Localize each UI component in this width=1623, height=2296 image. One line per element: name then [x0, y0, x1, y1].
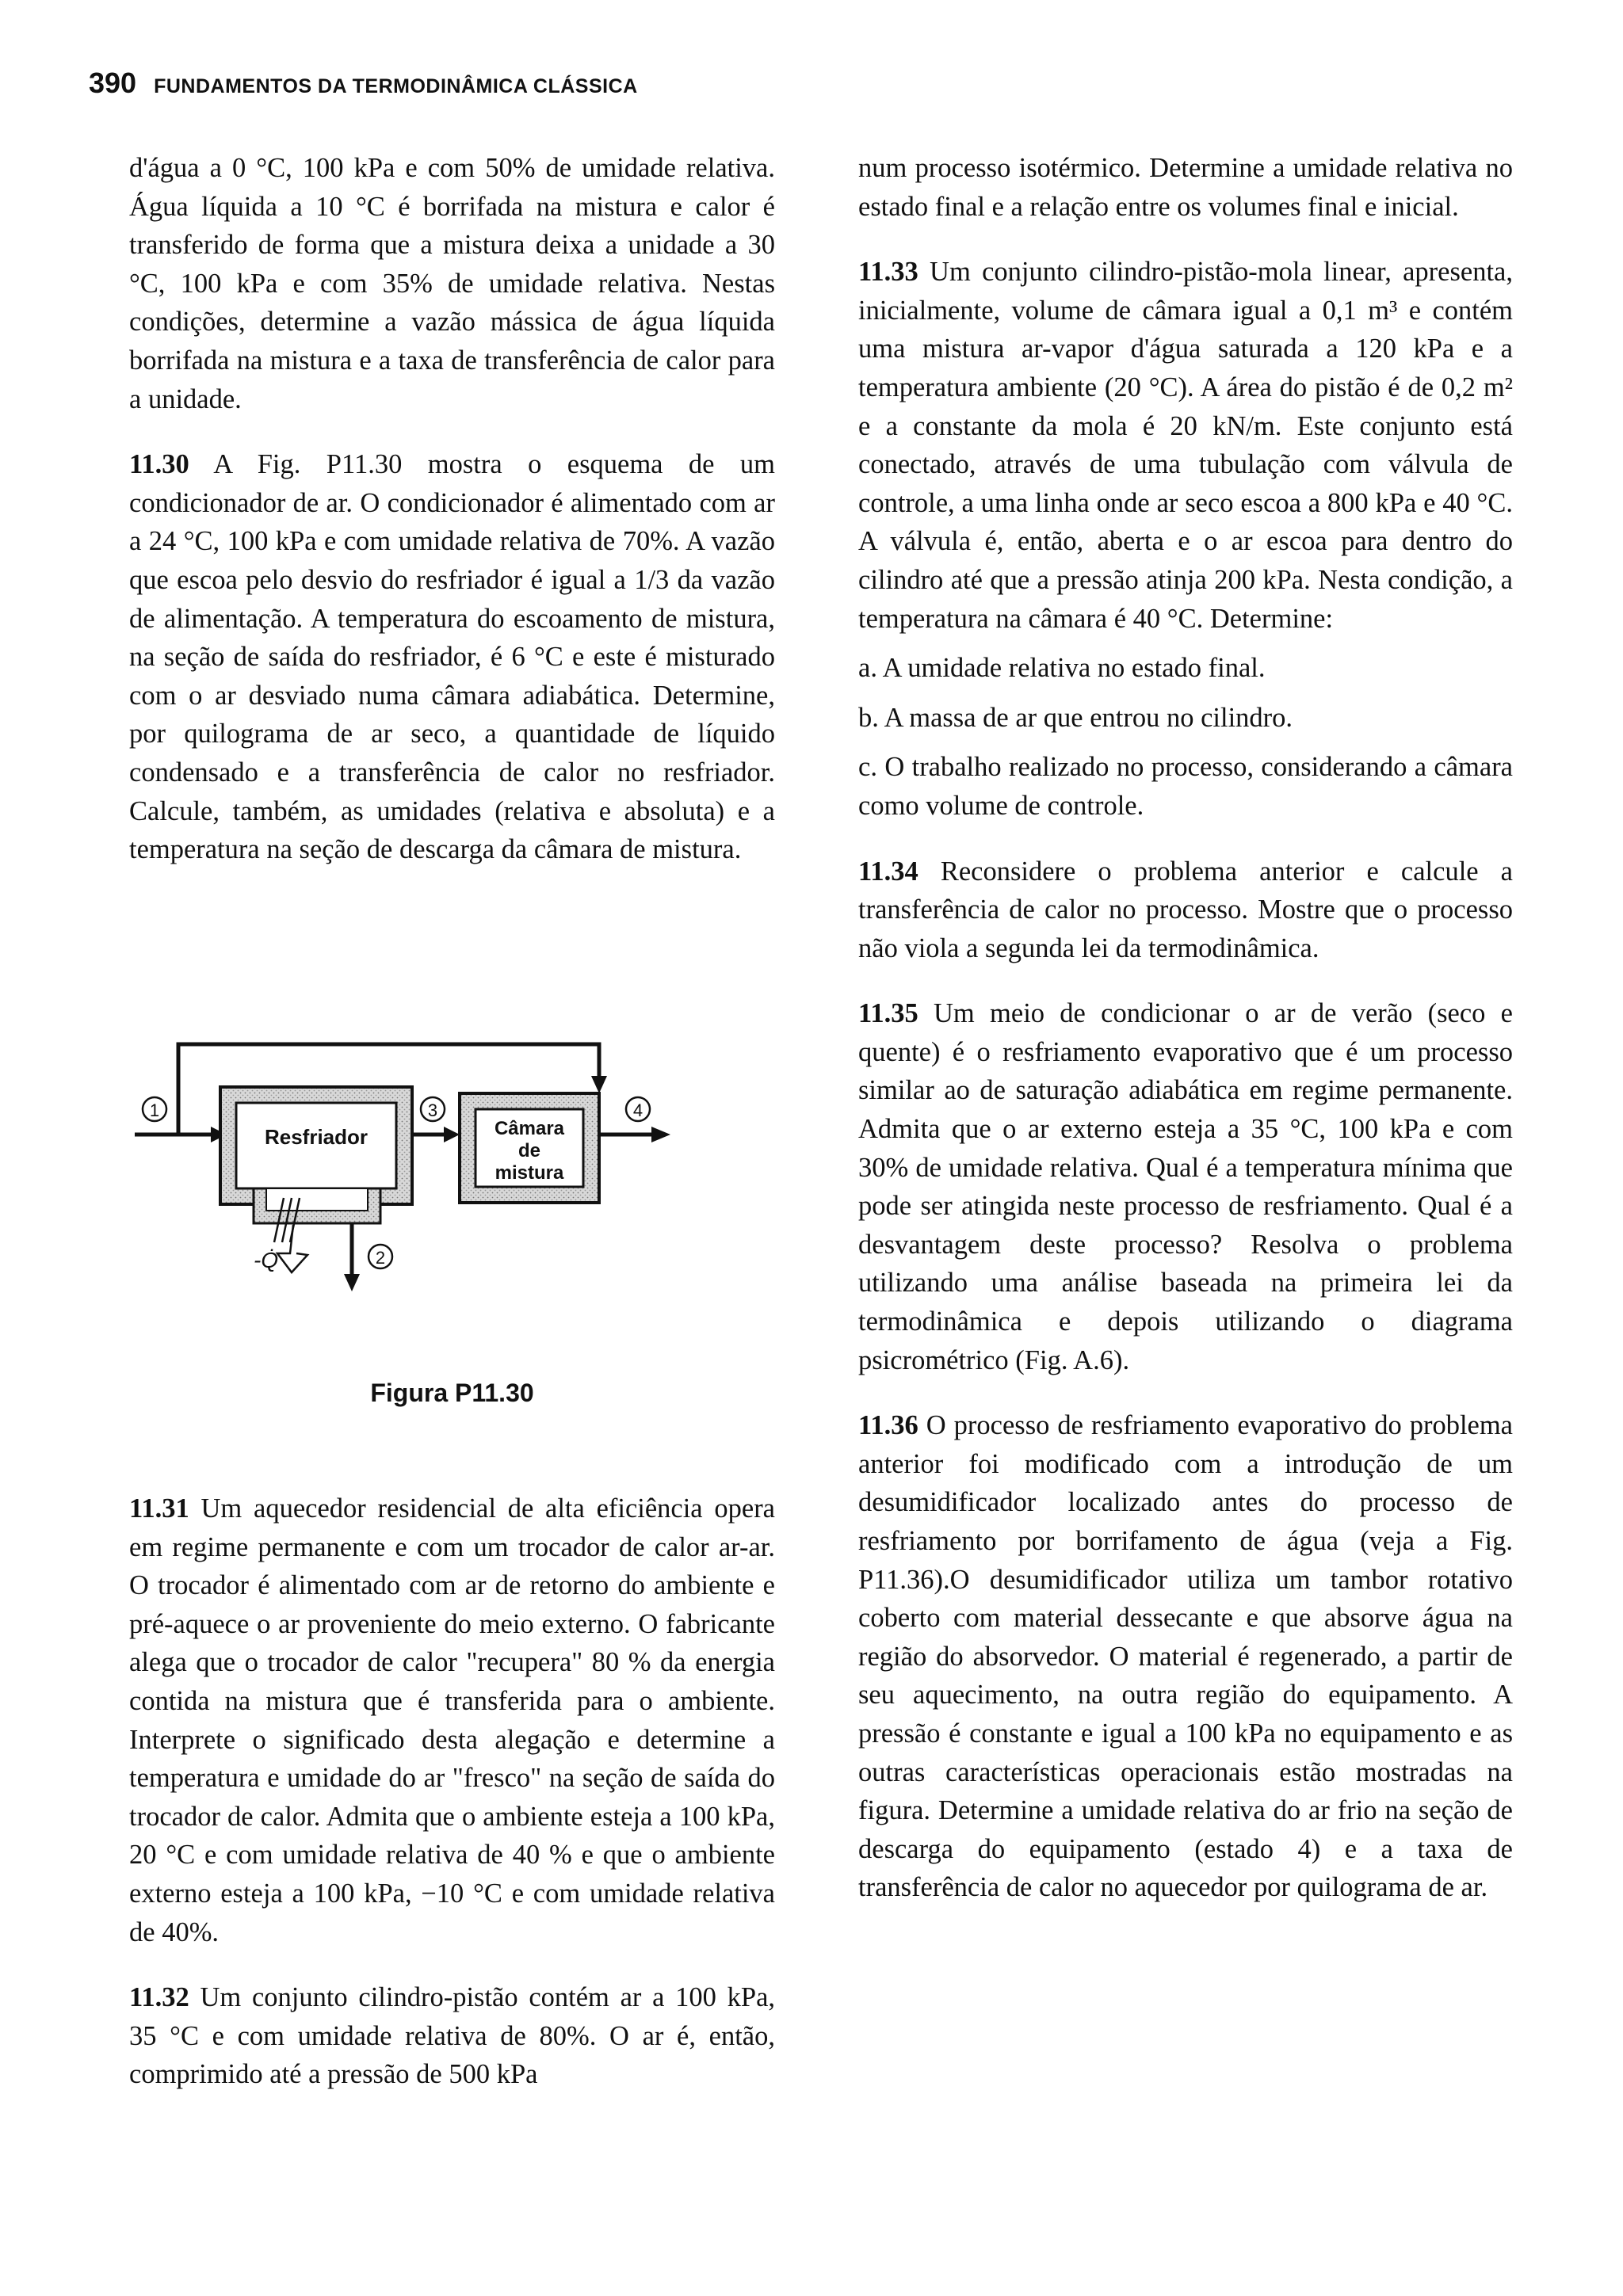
state-marker-3 — [421, 1097, 445, 1121]
problem-11-33-item-c: c. O trabalho realizado no processo, considerando a câmara como volume de controle. — [858, 752, 1513, 821]
problem-11-31 — [129, 1489, 775, 1951]
state-marker-2 — [369, 1245, 392, 1268]
problem-text: Um aquecedor residencial de alta eficiência opera em regime permanente e com um trocador de calor ar-ar. O trocador é alimentado com ar de retorno do ambiente e pré-aquece o ar proveniente do meio externo. O fabricante alega que o trocador de calor "recupera" 80 % da energia contida na mistura que é transferida para o ambiente. Interprete o significado desta alegação e determine a temperatura e umidade do ar "fresco" na seção de saída do trocador de calor. Admita que o ambiente esteja a 100 kPa, 20 °C e com umidade relativa de 40 % e que o ambiente externo esteja a 100 kPa, −10 °C e com umidade relativa de 40%. — [129, 1493, 775, 1947]
problem-11-33-item-b: b. A massa de ar que entrou no cilindro. — [858, 702, 1293, 733]
svg-text:3: 3 — [427, 1100, 438, 1120]
running-title: FUNDAMENTOS DA TERMODINÂMICA CLÁSSICA — [154, 75, 638, 97]
problem-text: Reconsidere o problema anterior e calcule a transferência de calor no processo. Mostre que o processo não viola a segunda lei da termodinâmica. — [858, 856, 1513, 963]
problem-11-33-item-a: a. A umidade relativa no estado final. — [858, 653, 1266, 684]
problem-text: Um conjunto cilindro-pistão-mola linear, apresenta, inicialmente, volume de câmara igual a 0,1 m³ e contém uma mistura ar-vapor d'água saturada a 120 kPa e a temperatura ambiente (20 °C). A área do pistão é de 0,2 m² e a constante da mola é 20 kN/m. Este conjunto está conectado, através de uma tubulação com válvula de controle, a uma linha onde ar seco escoa a 800 kPa e 40 °C. A válvula é, então, aberta e o ar escoa para dentro do cilindro até que a pressão atinja 200 kPa. Nesta condição, a temperatura na câmara é 40 °C. Determine: — [858, 257, 1513, 634]
left-column — [129, 149, 775, 896]
problem-number: 11.33 — [858, 257, 918, 288]
heat-label: -Q̇ — [254, 1248, 279, 1272]
inlet-line — [135, 1127, 227, 1142]
cooler-label: Resfriador — [264, 1125, 369, 1149]
problem-number: 11.35 — [858, 998, 918, 1029]
problem-11-34 — [858, 852, 1513, 968]
problem-text: A Fig. P11.30 mostra o esquema de um condicionador de ar. O condicionador é alimentado com ar a 24 °C, 100 kPa e com umidade relativa de 70%. A vazão que escoa pelo desvio do resfriador é igual a 1/3 da vazão de alimentação. A temperatura do escoamento de mistura, na seção de saída do resfriador, é 6 °C e este é misturado com o ar desviado numa câmara adiabática. Determine, por quilograma de ar seco, a quantidade de líquido condensado e a transferência de calor no resfriador. Calcule, também, as umidades (relativa e absoluta) e a temperatura na seção de descarga da câmara de mistura. — [129, 449, 775, 865]
svg-text:2: 2 — [375, 1248, 386, 1268]
figure-p11-30 — [135, 1030, 769, 1363]
page-header — [89, 67, 638, 100]
page-number: 390 — [89, 67, 137, 99]
state-marker-4 — [626, 1097, 650, 1121]
problem-number: 11.31 — [129, 1493, 189, 1524]
problem-11-36 — [858, 1406, 1513, 1907]
problem-text: O processo de resfriamento evaporativo do problema anterior foi modificado com a introdução de um desumidificador localizado antes do processo de resfriamento por borrifamento de água (veja a Fig. P11.36).O desumidificador utiliza um tambor rotativo coberto com material dessecante e que absorve água na região do absorvedor. O material é regenerado, a partir de seu aquecimento, na outra região do equipamento. A pressão é constante e igual a 100 kPa no equipamento e as outras características operacionais estão mostradas na figura. Determine a umidade relativa do ar frio na seção de descarga do equipamento (estado 4) e a taxa de transferência de calor no aquecedor por quilograma de ar. — [858, 1410, 1513, 1903]
condensate-drain — [344, 1223, 360, 1291]
problem-11-33 — [858, 253, 1513, 638]
problem-number: 11.36 — [858, 1410, 918, 1441]
problem-number: 11.32 — [129, 1982, 189, 2013]
line-3 — [412, 1127, 460, 1142]
outlet-line — [599, 1127, 670, 1142]
svg-text:1: 1 — [149, 1100, 160, 1120]
heat-arrow-icon — [277, 1225, 307, 1272]
chamber-label-3: mistura — [495, 1162, 564, 1184]
problem-11-30 — [129, 445, 775, 869]
right-column — [858, 149, 1513, 1934]
problem-text: Um meio de condicionar o ar de verão (seco e quente) é o resfriamento evaporativo que é um processo similar ao de saturação adiabática em regime permanente. Admita que o ar externo esteja a 35 °C, 100 kPa e com 30% de umidade relativa. Qual é a temperatura mínima que pode ser atingida neste processo de resfriamento. Qual é a desvantagem deste processo? Resolva o problema utilizando uma análise baseada na primeira lei da termodinâmica e depois utilizando o diagrama psicrométrico (Fig. A.6). — [858, 998, 1513, 1375]
left-column-bottom — [129, 1489, 775, 2121]
state-marker-1 — [143, 1097, 166, 1121]
problem-number: 11.34 — [858, 856, 918, 887]
problem-11-35 — [858, 994, 1513, 1379]
problem-text: Um conjunto cilindro-pistão contém ar a 100 kPa, 35 °C e com umidade relativa de 80%. O ar é, então, comprimido até a pressão de 500 kPa — [129, 1982, 776, 2090]
chamber-label-1: Câmara — [494, 1118, 565, 1139]
svg-text:4: 4 — [632, 1100, 643, 1120]
figure-caption: Figura P11.30 — [370, 1379, 534, 1407]
chamber-label-2: de — [517, 1140, 541, 1161]
problem-11-32 — [129, 1978, 775, 2094]
cooler-box — [220, 1087, 412, 1242]
continuation-paragraph: num processo isotérmico. Determine a umidade relativa no estado final e a relação entre os volumes final e inicial. — [858, 153, 1513, 222]
problem-number: 11.30 — [129, 449, 189, 480]
continuation-paragraph: d'água a 0 °C, 100 kPa e com 50% de umidade relativa. Água líquida a 10 °C é borrifada na mistura e calor é transferido de forma que a mistura deixa a unidade a 30 °C, 100 kPa e com 35% de umidade relativa. Nestas condições, determine a vazão mássica de água líquida borrifada na mistura e a taxa de transferência de calor para a unidade. — [129, 153, 775, 414]
